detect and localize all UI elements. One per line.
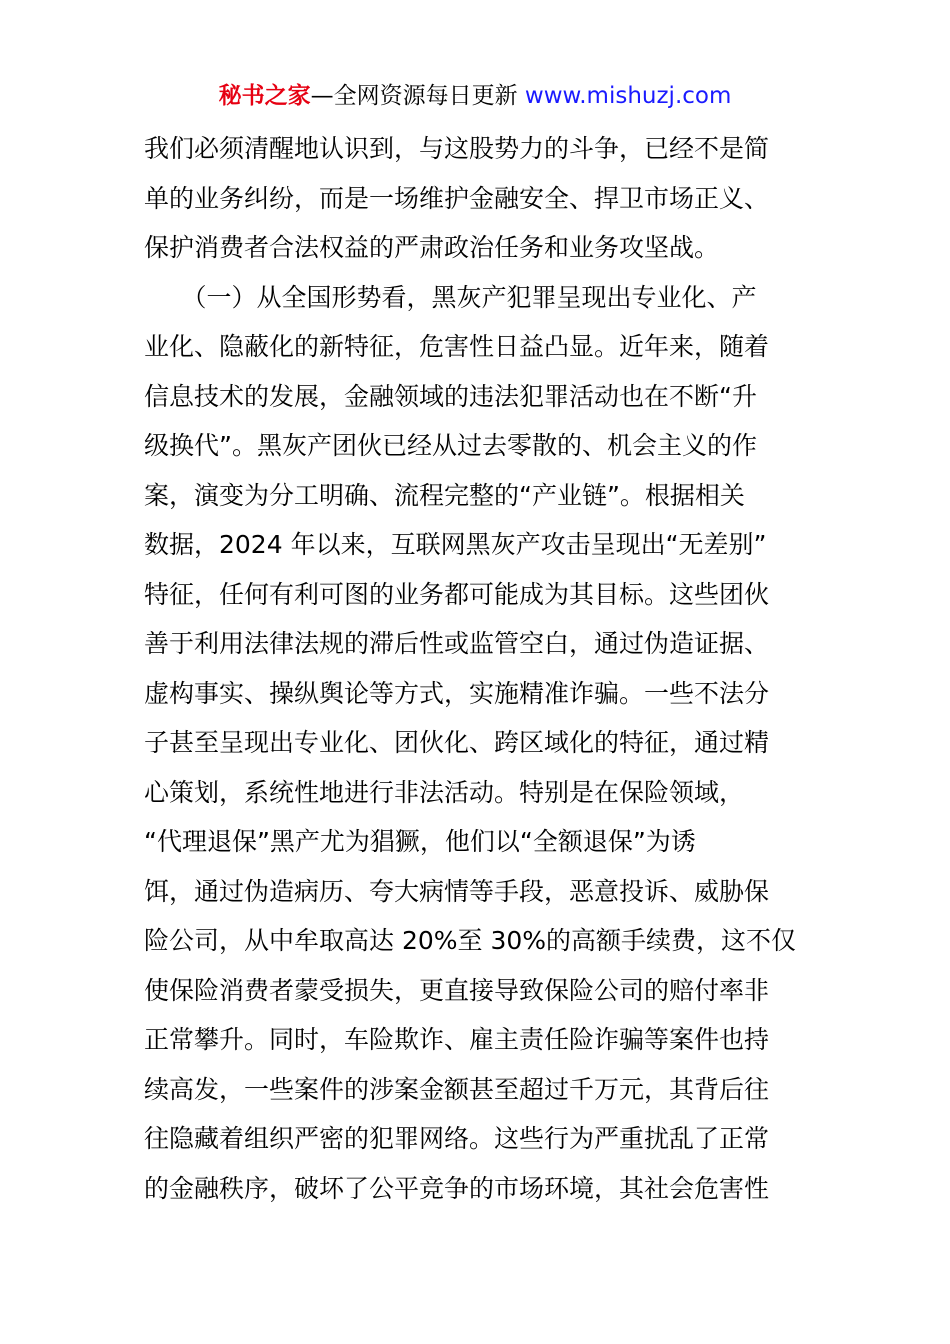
site-url-link[interactable]: www.mishuzj.com	[524, 83, 732, 109]
text-line: 正常攀升。同时，车险欺诈、雇主责任险诈骗等案件也持	[144, 1025, 770, 1054]
text-line: 级换代”。黑灰产团伙已经从过去零散的、机会主义的作	[144, 431, 757, 460]
page-header	[0, 80, 950, 112]
text-line: “代理退保”黑产尤为猖獗，他们以“全额退保”为诱	[144, 827, 696, 856]
text-line: 保护消费者合法权益的严肃政治任务和业务攻坚战。	[144, 233, 720, 262]
text-line: 险公司，从中牟取高达 20%至 30%的高额手续费，这不仅	[144, 926, 797, 955]
text-line: 心策划，系统性地进行非法活动。特别是在保险领域，	[144, 777, 745, 807]
text-line: 业化、隐蔽化的新特征，危害性日益凸显。近年来，随着	[144, 332, 770, 361]
brand-name: 秘书之家	[218, 83, 311, 109]
text-line: 信息技术的发展，金融领域的违法犯罪活动也在不断“升	[144, 381, 757, 411]
text-line: 使保险消费者蒙受损失，更直接导致保险公司的赔付率非	[144, 975, 770, 1005]
text-line: 单的业务纠纷，而是一场维护金融安全、捍卫市场正义、	[144, 183, 770, 213]
text-line: 续高发，一些案件的涉案金额甚至超过千万元，其背后往	[144, 1074, 770, 1104]
text-line: 虚构事实、操纵舆论等方式，实施精准诈骗。一些不法分	[144, 678, 770, 708]
text-line: 子甚至呈现出专业化、团伙化、跨区域化的特征，通过精	[144, 728, 770, 757]
text-line: 案，演变为分工明确、流程完整的“产业链”。根据相关	[144, 480, 745, 510]
header-tagline: —全网资源每日更新	[310, 83, 518, 109]
text-line: 往隐藏着组织严密的犯罪网络。这些行为严重扰乱了正常	[144, 1124, 770, 1153]
text-line: 善于利用法律法规的滞后性或监管空白，通过伪造证据、	[144, 629, 770, 658]
document-body	[144, 124, 814, 1213]
text-line: 特征，任何有利可图的业务都可能成为其目标。这些团伙	[144, 579, 770, 609]
text-line: 数据，2024 年以来，互联网黑灰产攻击呈现出“无差别”	[144, 530, 767, 559]
text-line: 我们必须清醒地认识到，与这股势力的斗争，已经不是简	[144, 134, 770, 163]
section-heading-line: （一）从全国形势看，黑灰产犯罪呈现出专业化、产	[144, 282, 757, 312]
text-line: 饵，通过伪造病历、夸大病情等手段，恶意投诉、威胁保	[144, 876, 770, 906]
text-line: 的金融秩序，破坏了公平竞争的市场环境，其社会危害性	[144, 1173, 770, 1203]
